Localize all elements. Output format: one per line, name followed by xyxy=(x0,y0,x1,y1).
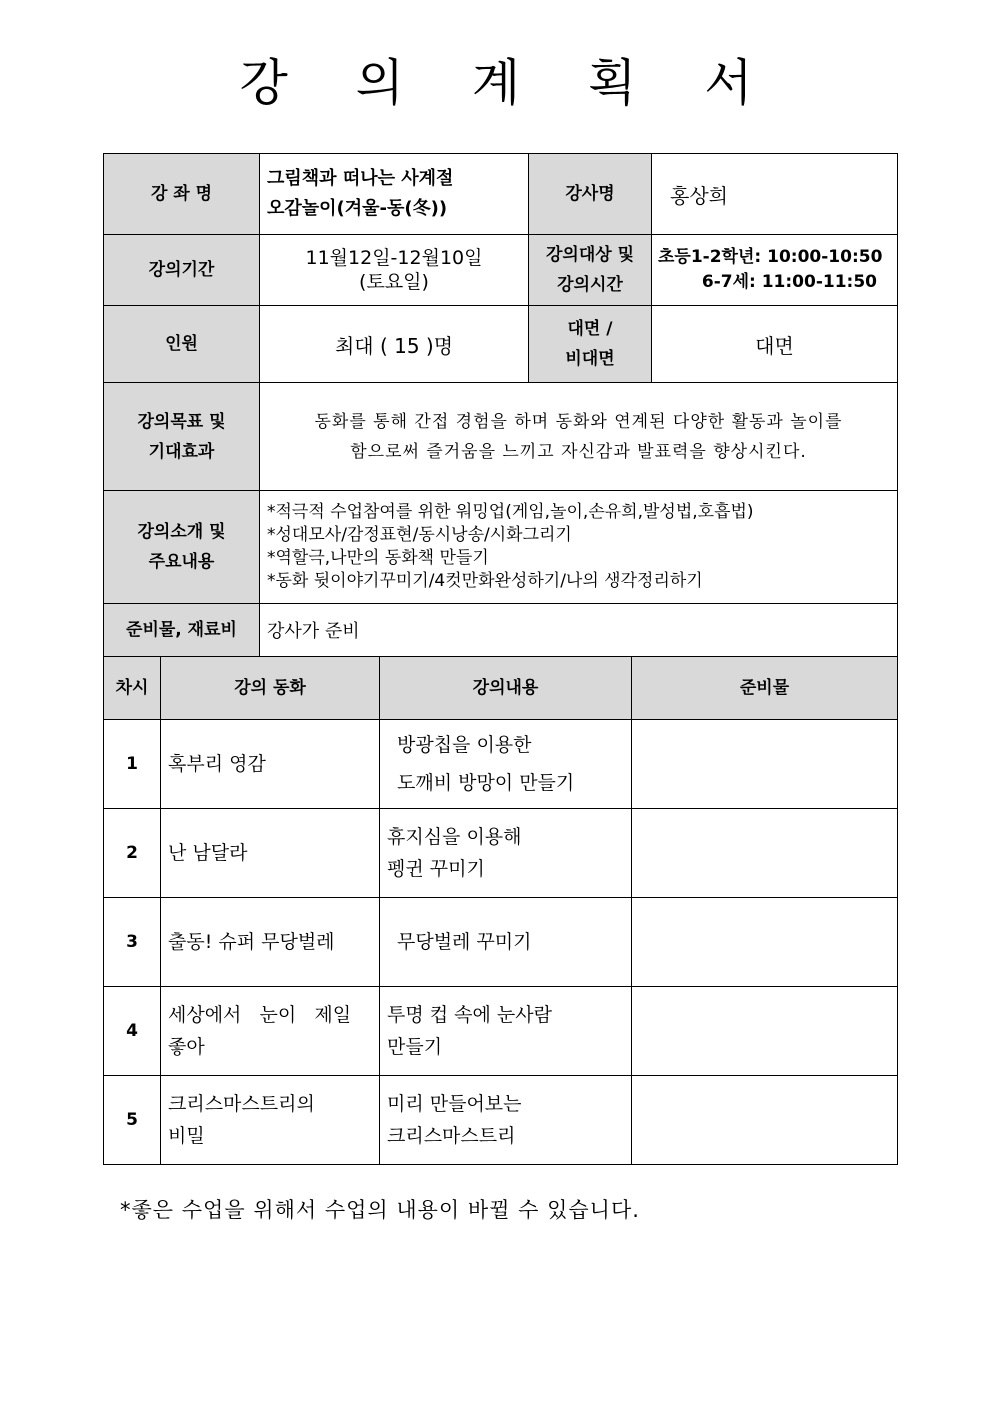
intro-label xyxy=(104,491,260,604)
header-session: 차시 xyxy=(104,657,161,720)
target-label-line2: 강의시간 xyxy=(557,275,623,295)
table-row xyxy=(104,1076,898,1165)
course-name-line1: 그림책과 떠나는 사계절 xyxy=(267,168,454,189)
header-materials: 준비물 xyxy=(632,657,898,720)
period-row xyxy=(104,235,898,306)
table-row xyxy=(104,720,898,809)
intro-list xyxy=(260,491,898,604)
session-materials xyxy=(632,987,898,1076)
course-row xyxy=(104,154,898,235)
intro-label-line1: 강의소개 및 xyxy=(137,522,226,542)
session-content xyxy=(380,720,632,809)
period-line2: (토요일) xyxy=(359,271,429,293)
story-line2: 비밀 xyxy=(168,1125,205,1147)
info-table xyxy=(103,153,898,657)
content-line1: 휴지심을 이용해 xyxy=(387,826,522,848)
goal-label-line1: 강의목표 및 xyxy=(137,411,226,432)
target-line2: 6-7세: 11:00-11:50 xyxy=(701,272,877,292)
story-line1: 출동! 슈퍼 무당벌레 xyxy=(168,931,335,953)
story-line2: 좋아 xyxy=(168,1036,205,1058)
content-line1: 투명 컵 속에 눈사람 xyxy=(387,1004,552,1026)
materials-label: 준비물, 재료비 xyxy=(104,604,260,657)
intro-item: *역할극,나만의 동화책 만들기 xyxy=(267,548,489,568)
target-label-line1: 강의대상 및 xyxy=(545,245,635,265)
session-materials xyxy=(632,1076,898,1165)
target-line1: 초등1-2학년: 10:00-10:50 xyxy=(658,247,883,267)
session-story xyxy=(161,1076,380,1165)
session-content xyxy=(380,898,632,987)
instructor-value: 홍상희 xyxy=(652,154,898,235)
goal-row xyxy=(104,383,898,491)
session-number: 2 xyxy=(104,809,161,898)
content-line1: 방광칩을 이용한 xyxy=(397,734,532,756)
target-label xyxy=(529,235,652,306)
session-content xyxy=(380,987,632,1076)
mode-label-line2: 비대면 xyxy=(565,349,615,369)
period-line1: 11월12일-12월10일 xyxy=(305,247,483,269)
course-label: 강 좌 명 xyxy=(104,154,260,235)
session-content xyxy=(380,1076,632,1165)
content-line2: 크리스마스트리 xyxy=(387,1125,516,1147)
session-materials xyxy=(632,898,898,987)
session-number: 4 xyxy=(104,987,161,1076)
session-number: 3 xyxy=(104,898,161,987)
story-line1: 크리스마스트리의 xyxy=(168,1093,315,1115)
table-row xyxy=(104,987,898,1076)
intro-item: *성대모사/감정표현/동시낭송/시화그리기 xyxy=(267,525,572,545)
intro-item: *적극적 수업참여를 위한 워밍업(게임,놀이,손유희,발성법,호흡법) xyxy=(267,502,754,522)
capacity-value: 최대 ( 15 )명 xyxy=(260,306,529,383)
session-story xyxy=(161,809,380,898)
session-content xyxy=(380,809,632,898)
session-number: 1 xyxy=(104,720,161,809)
session-number: 5 xyxy=(104,1076,161,1165)
goal-label xyxy=(104,383,260,491)
target-value xyxy=(652,235,898,306)
session-materials xyxy=(632,809,898,898)
mode-value: 대면 xyxy=(652,306,898,383)
content-line2: 도깨비 방망이 만들기 xyxy=(397,772,575,794)
story-line1: 세상에서 눈이 제일 xyxy=(168,1004,352,1026)
session-story xyxy=(161,987,380,1076)
goal-line1: 동화를 통해 간접 경험을 하며 동화와 연계된 다양한 활동과 놀이를 xyxy=(314,411,843,432)
intro-label-line2: 주요내용 xyxy=(148,552,215,572)
story-line1: 혹부리 영감 xyxy=(168,753,266,775)
materials-row xyxy=(104,604,898,657)
period-label: 강의기간 xyxy=(104,235,260,306)
course-name-line2: 오감놀이(겨울-동(冬)) xyxy=(267,198,448,219)
materials-value: 강사가 준비 xyxy=(260,604,898,657)
period-value xyxy=(260,235,529,306)
content-line1: 무당벌레 꾸미기 xyxy=(397,931,532,953)
intro-item: *동화 뒷이야기꾸미기/4컷만화완성하기/나의 생각정리하기 xyxy=(267,571,703,591)
content-line2: 펭귄 꾸미기 xyxy=(387,858,485,880)
header-story: 강의 동화 xyxy=(161,657,380,720)
page-title: 강 의 계 획 서 xyxy=(239,54,779,112)
capacity-row xyxy=(104,306,898,383)
schedule-header-row xyxy=(104,657,898,720)
instructor-label: 강사명 xyxy=(529,154,652,235)
goal-line2: 함으로써 즐거움을 느끼고 자신감과 발표력을 향상시킨다. xyxy=(350,441,807,462)
schedule-table xyxy=(103,656,898,1165)
session-story xyxy=(161,720,380,809)
content-line2: 만들기 xyxy=(387,1036,443,1058)
footnote: *좋은 수업을 위해서 수업의 내용이 바뀔 수 있습니다. xyxy=(120,1198,640,1222)
header-content: 강의내용 xyxy=(380,657,632,720)
goal-label-line2: 기대효과 xyxy=(148,441,215,462)
mode-label xyxy=(529,306,652,383)
intro-row xyxy=(104,491,898,604)
table-row xyxy=(104,898,898,987)
goal-value xyxy=(260,383,898,491)
content-line1: 미리 만들어보는 xyxy=(387,1093,522,1115)
story-line1: 난 남달라 xyxy=(168,842,248,864)
table-row xyxy=(104,809,898,898)
session-story xyxy=(161,898,380,987)
course-name xyxy=(260,154,529,235)
mode-label-line1: 대면 / xyxy=(567,319,613,339)
session-materials xyxy=(632,720,898,809)
capacity-label: 인원 xyxy=(104,306,260,383)
